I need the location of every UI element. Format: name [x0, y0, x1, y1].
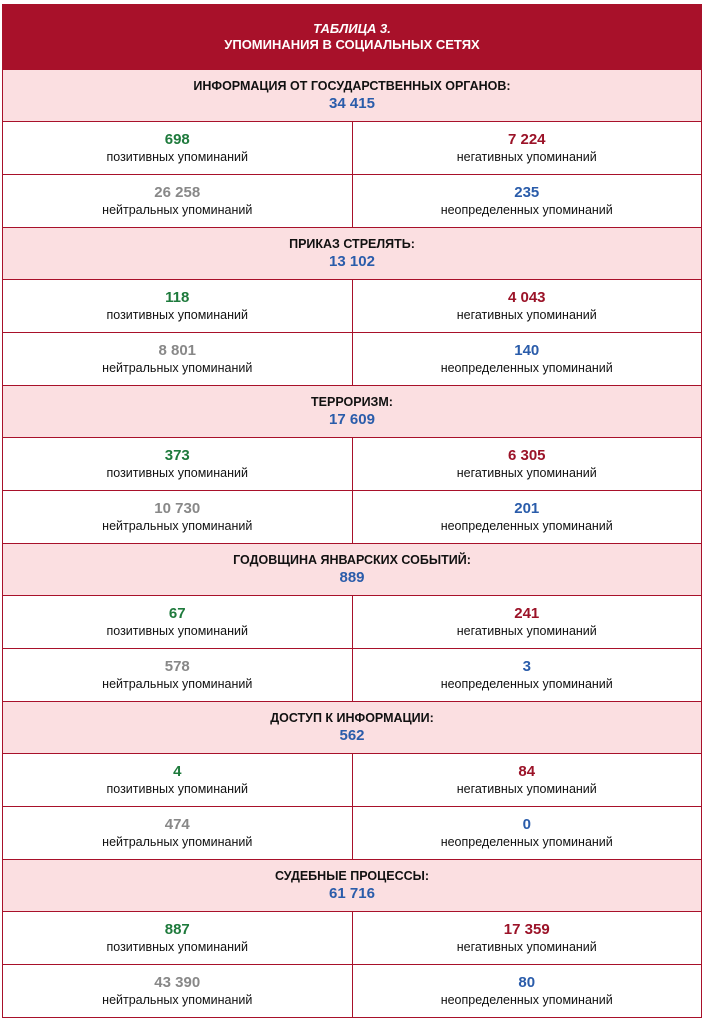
- undefined-label: неопределенных упоминаний: [440, 993, 613, 1007]
- undefined-label: неопределенных упоминаний: [440, 203, 613, 217]
- undefined-label: неопределенных упоминаний: [440, 677, 613, 691]
- neutral-mentions-cell: [3, 965, 352, 1017]
- table-row: [3, 174, 701, 227]
- positive-mentions-cell: [3, 438, 352, 490]
- section-header: [3, 859, 701, 911]
- section-total: 61 716: [329, 885, 375, 902]
- section-total: 17 609: [329, 411, 375, 428]
- neutral-label: нейтральных упоминаний: [102, 677, 253, 691]
- positive-count: 887: [164, 921, 190, 938]
- neutral-label: нейтральных упоминаний: [102, 993, 253, 1007]
- negative-label: негативных упоминаний: [456, 940, 597, 954]
- section-title: ГОДОВЩИНА ЯНВАРСКИХ СОБЫТИЙ:: [233, 553, 471, 567]
- negative-mentions-cell: [352, 122, 702, 174]
- section-header: [3, 543, 701, 595]
- negative-count: 4 043: [507, 289, 546, 306]
- positive-mentions-cell: [3, 596, 352, 648]
- negative-mentions-cell: [352, 280, 702, 332]
- undefined-mentions-cell: [352, 649, 702, 701]
- negative-label: негативных упоминаний: [456, 466, 597, 480]
- positive-label: позитивных упоминаний: [106, 308, 249, 322]
- table-row: [3, 332, 701, 385]
- section-title: СУДЕБНЫЕ ПРОЦЕССЫ:: [274, 869, 430, 883]
- section-header: [3, 227, 701, 279]
- neutral-mentions-cell: [3, 807, 352, 859]
- negative-mentions-cell: [352, 438, 702, 490]
- undefined-label: неопределенных упоминаний: [440, 361, 613, 375]
- negative-label: негативных упоминаний: [456, 782, 597, 796]
- table-row: [3, 437, 701, 490]
- table-row: [3, 121, 701, 174]
- neutral-mentions-cell: [3, 333, 352, 385]
- undefined-mentions-cell: [352, 807, 702, 859]
- neutral-count: 26 258: [154, 184, 201, 201]
- table-row: [3, 964, 701, 1017]
- section-header: [3, 701, 701, 753]
- positive-mentions-cell: [3, 912, 352, 964]
- positive-label: позитивных упоминаний: [106, 466, 249, 480]
- positive-count: 698: [164, 131, 190, 148]
- undefined-mentions-cell: [352, 965, 702, 1017]
- negative-mentions-cell: [352, 596, 702, 648]
- positive-label: позитивных упоминаний: [106, 150, 249, 164]
- undefined-mentions-cell: [352, 175, 702, 227]
- undefined-count: 201: [514, 500, 540, 517]
- section-total: 13 102: [329, 253, 375, 270]
- positive-mentions-cell: [3, 122, 352, 174]
- neutral-label: нейтральных упоминаний: [102, 835, 253, 849]
- neutral-mentions-cell: [3, 175, 352, 227]
- neutral-label: нейтральных упоминаний: [102, 361, 253, 375]
- section-total: 889: [339, 569, 365, 586]
- table-row: [3, 753, 701, 806]
- section-total: 562: [339, 727, 365, 744]
- negative-count: 17 359: [503, 921, 550, 938]
- table-row: [3, 279, 701, 332]
- mentions-table: [2, 4, 702, 1018]
- positive-count: 67: [168, 605, 186, 622]
- undefined-count: 140: [514, 342, 540, 359]
- undefined-count: 3: [522, 658, 531, 675]
- section-title: ИНФОРМАЦИЯ ОТ ГОСУДАРСТВЕННЫХ ОРГАНОВ:: [193, 79, 511, 93]
- section-title: ТЕРРОРИЗМ:: [311, 395, 393, 409]
- positive-label: позитивных упоминаний: [106, 624, 249, 638]
- neutral-mentions-cell: [3, 649, 352, 701]
- section-header: [3, 69, 701, 121]
- neutral-count: 474: [164, 816, 190, 833]
- neutral-mentions-cell: [3, 491, 352, 543]
- negative-count: 6 305: [507, 447, 546, 464]
- neutral-count: 8 801: [158, 342, 197, 359]
- negative-label: негативных упоминаний: [456, 624, 597, 638]
- undefined-count: 235: [514, 184, 540, 201]
- negative-label: негативных упоминаний: [456, 308, 597, 322]
- table-title: УПОМИНАНИЯ В СОЦИАЛЬНЫХ СЕТЯХ: [224, 37, 480, 52]
- neutral-count: 578: [164, 658, 190, 675]
- positive-mentions-cell: [3, 754, 352, 806]
- positive-count: 373: [164, 447, 190, 464]
- undefined-mentions-cell: [352, 491, 702, 543]
- table-row: [3, 911, 701, 964]
- negative-mentions-cell: [352, 754, 702, 806]
- table-row: [3, 806, 701, 859]
- section-total: 34 415: [329, 95, 375, 112]
- neutral-label: нейтральных упоминаний: [102, 203, 253, 217]
- undefined-label: неопределенных упоминаний: [440, 835, 613, 849]
- table-row: [3, 595, 701, 648]
- neutral-count: 43 390: [154, 974, 201, 991]
- negative-mentions-cell: [352, 912, 702, 964]
- table-row: [3, 490, 701, 543]
- neutral-count: 10 730: [154, 500, 201, 517]
- negative-count: 7 224: [507, 131, 546, 148]
- negative-count: 84: [518, 763, 536, 780]
- positive-count: 118: [165, 289, 190, 306]
- positive-label: позитивных упоминаний: [106, 782, 249, 796]
- undefined-count: 0: [522, 816, 531, 833]
- undefined-label: неопределенных упоминаний: [440, 519, 613, 533]
- section-title: ПРИКАЗ СТРЕЛЯТЬ:: [289, 237, 415, 251]
- undefined-count: 80: [518, 974, 536, 991]
- table-body: [3, 69, 701, 1017]
- negative-count: 241: [514, 605, 540, 622]
- table-row: [3, 648, 701, 701]
- table-number: ТАБЛИЦА 3.: [313, 21, 391, 36]
- neutral-label: нейтральных упоминаний: [102, 519, 253, 533]
- positive-label: позитивных упоминаний: [106, 940, 249, 954]
- positive-mentions-cell: [3, 280, 352, 332]
- section-title: ДОСТУП К ИНФОРМАЦИИ:: [270, 711, 434, 725]
- undefined-mentions-cell: [352, 333, 702, 385]
- table-header: [3, 5, 701, 69]
- positive-count: 4: [173, 763, 182, 780]
- negative-label: негативных упоминаний: [456, 150, 597, 164]
- section-header: [3, 385, 701, 437]
